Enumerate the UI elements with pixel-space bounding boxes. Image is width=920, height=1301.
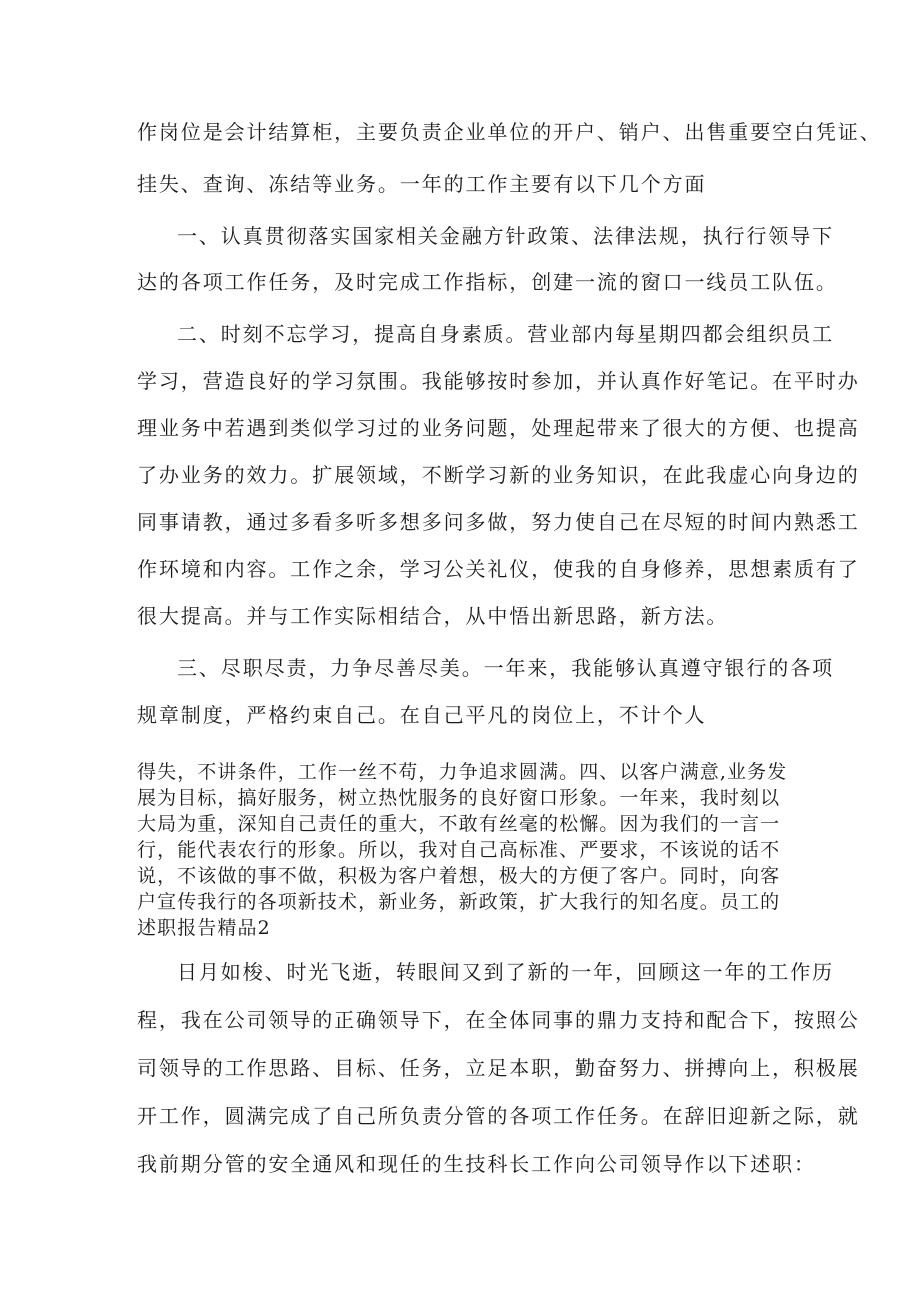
- paragraph-line: 学习，营造良好的学习氛围。我能够按时参加，并认真作好笔记。在平时办: [137, 369, 860, 393]
- paragraph-line: 程，我在公司领导的正确领导下，在全体同事的鼎力支持和配合下，按照公: [137, 1008, 860, 1032]
- paragraph-line: 了办业务的效力。扩展领域，不断学习新的业务知识，在此我虚心向身边的: [137, 463, 860, 487]
- paragraph-line: 展为目标，搞好服务，树立热忱服务的良好窗口形象。一年来，我时刻以: [137, 787, 781, 809]
- paragraph-line: 规章制度，严格约束自己。在自己平凡的岗位上，不计个人: [137, 703, 707, 727]
- paragraph-line: 达的各项工作任务，及时完成工作指标，创建一流的窗口一线员工队伍。: [137, 270, 838, 294]
- paragraph-line: 日月如梭、时光飞逝，转眼间又到了新的一年，回顾这一年的工作历: [177, 960, 834, 984]
- paragraph-line: 得失，不讲条件，工作一丝不苟，力争追求圆满。四、以客户满意,业务发: [137, 761, 788, 783]
- paragraph-line: 挂失、查询、冻结等业务。一年的工作主要有以下几个方面: [137, 172, 707, 196]
- paragraph-line: 大局为重，深知自己责任的重大，不敢有丝毫的松懈。因为我们的一言一: [137, 813, 781, 835]
- paragraph-line: 司领导的工作思路、目标、任务，立足本职，勤奋努力、拼搏向上，积极展: [137, 1056, 860, 1080]
- paragraph-line: 理业务中若遇到类似学习过的业务问题，处理起带来了很大的方便、也提高: [137, 416, 860, 440]
- paragraph-line: 三、尽职尽责，力争尽善尽美。一年来，我能够认真遵守银行的各项: [177, 656, 834, 680]
- paragraph-line: 很大提高。并与工作实际相结合，从中悟出新思路，新方法。: [137, 604, 729, 628]
- paragraph-line: 我前期分管的安全通风和现任的生技科长工作向公司领导作以下述职：: [137, 1152, 816, 1176]
- paragraph-line: 说，不该做的事不做，积极为客户着想，极大的方便了客户。同时，向客: [137, 865, 781, 887]
- paragraph-line: 开工作，圆满完成了自己所负责分管的各项工作任务。在辞旧迎新之际，就: [137, 1104, 860, 1128]
- paragraph-line: 户宣传我行的各项新技术，新业务，新政策，扩大我行的知名度。员工的: [137, 891, 781, 913]
- paragraph-line: 二、时刻不忘学习，提高自身素质。营业部内每星期四都会组织员工: [177, 322, 834, 346]
- paragraph-line: 一、认真贯彻落实国家相关金融方针政策、法律法规，执行行领导下: [177, 224, 834, 248]
- paragraph-line: 作岗位是会计结算柜，主要负责企业单位的开户、销户、出售重要空白凭证、: [137, 120, 882, 144]
- paragraph-line: 同事请教，通过多看多听多想多问多做，努力使自己在尽短的时间内熟悉工: [137, 510, 860, 534]
- section-heading: 述职报告精品2: [137, 917, 271, 939]
- paragraph-line: 行，能代表农行的形象。所以，我对自己高标准、严要求，不该说的话不: [137, 839, 781, 861]
- paragraph-line: 作环境和内容。工作之余，学习公关礼仪，使我的自身修养，思想素质有了: [137, 557, 860, 581]
